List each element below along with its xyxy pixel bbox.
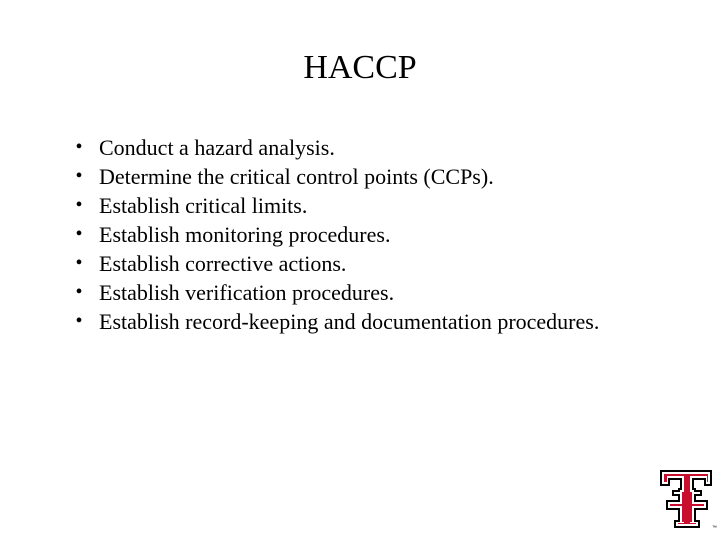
trademark-text: ™ [712, 525, 717, 531]
bullet-text: Determine the critical control points (CCPs). [99, 164, 494, 189]
double-t-logo-icon [658, 466, 716, 530]
bullet-icon: • [75, 194, 83, 216]
bullet-icon: • [75, 281, 83, 303]
bullet-icon: • [75, 136, 83, 158]
bullet-icon: • [75, 310, 83, 332]
bullet-text: Establish record-keeping and documentation procedures. [99, 309, 600, 334]
bullet-icon: • [75, 223, 83, 245]
slide-title-text: HACCP [303, 49, 417, 86]
bullet-text: Establish monitoring procedures. [99, 222, 391, 247]
bullet-icon: • [75, 252, 83, 274]
slide-title [0, 48, 720, 88]
bullet-text: Establish critical limits. [99, 193, 308, 218]
bullet-text: Establish verification procedures. [99, 280, 395, 305]
bullet-icon: • [75, 165, 83, 187]
bullet-text: Conduct a hazard analysis. [99, 135, 335, 160]
bullet-text: Establish corrective actions. [99, 251, 347, 276]
logo-shape [660, 470, 712, 528]
